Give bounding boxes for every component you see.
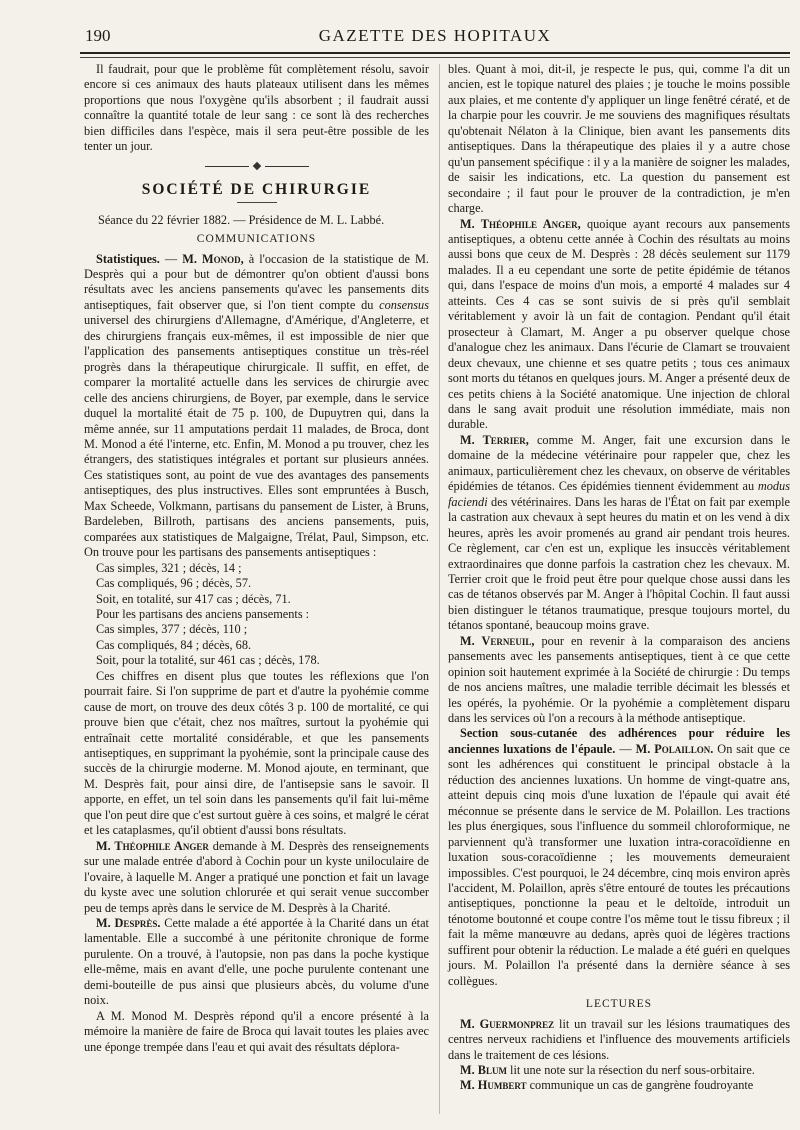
humbert-paragraph: M. Humbert communique un cas de gangrène foudroyante bbox=[460, 1078, 754, 1093]
page-number: 190 bbox=[85, 26, 111, 45]
intro-paragraph: Il faudrait, pour que le problème fût complètement résolu, savoir encore si ces animaux des hauts plateaux utilisent dans les mêmes proportions que nous l'oxygène qu'ils absorbent ; il faudrait aussi connaître la quantité totale de leur sang : ce sont là des recherches bien difficiles dans l'espèce, mais il sera peut-être possible de les tenter un jour. bbox=[84, 62, 429, 154]
speaker-monod: M. Monod, bbox=[182, 251, 244, 266]
statistics-paragraph: Statistiques. — M. Monod, à l'occasion de la statistique de M. Desprès qui a pour but de démontrer qu'on obtient d'aussi bons résultats avec les anciens pansements qu'avec les pansements dits antiseptiques, fait observer que, si l'on tient compte du consensus universel des chirurgiens d'Allemagne, d'Amérique, d'Angleterre, et des chirurgiens français eux-mêmes, il est impossible de nier que l'application des pansements antiseptiques constitue un très-réel progrès dans la thérapeutique chirurgicale. Il suffit, en effet, de comparer la mortalité actuelle dans les services de chirurgie avec celle des anciens chirurgiens, de Boyer, par exemple, dans le service duquel la mortalité était de 75 p. 100, de Dupuytren qui, dans la même année, sur 11 amputations perdait 11 malades, de Broca, dont M. Monod a été l'interne, etc. Enfin, M. Monod a pu trouver, chez les étrangers, des statistiques intégrales et portant sur plusieurs années. Ces statistiques sont, au point de vue des avantages des pansements antiseptiques, des plus instructives. Elles sont empruntées à Busch, Max Scheede, Volkmann, partisans du pansement de Lister, à Bruns, Bardeleben, Billroth, partisans des anciens pansements, puis, comparées aux statistiques de Malgaigne, Trélat, Paul, Simpson, etc. On trouve pour les partisans des pansements antiseptiques : bbox=[84, 251, 430, 560]
speaker-humbert: M. Humbert bbox=[460, 1078, 527, 1093]
terrier-paragraph: M. Terrier, comme M. Anger, fait une excursion dans le domaine de la médecine vétérinaire pour rappeler que, chez les animaux, particulièrement chez les chevaux, on observe de véritables épidémies de tétanos. Ces épidémies tiennent évidemment au modus faciendi des vétérinaires. Dans les haras de l'État on fait par exemple la castration aux chevaux à sept heures du matin et on les vend à dix heures, après les avoir promenés au grand air pendant trois heures. Ce règlement, car c'en est un, explique les insuccès véritablement extraordinaires que donne parfois la castration chez les chevaux. M. Terrier croit que le froid peut être pour quelque chose aussi dans les cas de tétanos observés par M. Anger à l'hôpital Cochin. Il faut aussi bien distinguer le tétanos traumatique, presque toujours mortel, du tétanos spontané, beaucoup moins grave. bbox=[448, 432, 790, 633]
stat-line: Soit, pour la totalité, sur 461 cas ; décès, 178. bbox=[96, 653, 320, 668]
section-paragraph: Section sous-cutanée des adhérences pour réduire les anciennes luxations de l'épaule. — M. Polaillon. On sait que ce sont les adhérences qui constituent le principal obstacle à la réduction des anciennes luxations. Un homme de vingt-quatre ans, atteint depuis cinq mois d'une luxation de l'épaule qui avait été méconnue se présente dans le service de M. Polaillon. Les tractions les plus énergiques, sous l'influence du sommeil chloroformique, ne parviennent qu'à transformer une luxation intra-coracoïdienne en luxation sous-coracoïdienne ; les mouvements demeuraient impossibles. C'est pourquoi, le 24 décembre, cinq mois environ après l'accident, M. Polaillon, après s'être entouré de toutes les précautions antiseptiques, ponctionne la peau et le deltoïde, introduit un ténotome boutonné et coupe contre l'os même tout le tissu fibreux ; il fait la même manœuvre au dedans, après quoi de légères tractions suffirent pour obtenir la réduction. Le malade a été guéri en quelques jours. M. Polaillon l'a présenté dans la dernière séance à ses collègues. bbox=[448, 726, 790, 988]
page-header bbox=[80, 26, 790, 48]
session-line: Séance du 22 février 1882. — Présidence de M. L. Labbé. bbox=[98, 212, 385, 227]
speaker-anger: M. Théophile Anger, bbox=[460, 216, 581, 231]
left-column bbox=[84, 62, 429, 1055]
stat-line: Cas simples, 377 ; décès, 110 ; bbox=[96, 622, 248, 637]
anger-paragraph: M. Théophile Anger demande à M. Desprès des renseignements sur une malade entrée d'abord à Cochin pour un kyste uniloculaire de l'ovaire, à laquelle M. Anger a pratiqué une ponction et fait un lavage du kyste avec une solution chlorurée et qui serait venue succomber peu de temps après dans le service de M. Desprès à la Charité. bbox=[84, 838, 429, 915]
speaker-polaillon: M. Polaillon. bbox=[635, 741, 714, 756]
society-title: SOCIÉTÉ DE CHIRURGIE bbox=[141, 181, 372, 199]
speaker-guermonprez: M. Guermonprez bbox=[460, 1016, 555, 1031]
section-title: Section sous-cutanée des adhérences pour réduire les anciennes luxations de l'épaule. bbox=[448, 726, 790, 756]
statistics-title: Statistiques. bbox=[96, 251, 160, 266]
communications-heading: COMMUNICATIONS bbox=[196, 233, 317, 246]
column-divider bbox=[439, 64, 440, 1114]
stat-line: Soit, en totalité, sur 417 cas ; décès, 71. bbox=[96, 591, 291, 606]
right-column bbox=[448, 62, 790, 1094]
reply-paragraph: A M. Monod M. Desprès répond qu'il a encore présenté à la mémoire la manière de faire de Broca qui lavait toutes les plaies avec une éponge trempée dans l'eau et qui avait des résultats déplora- bbox=[84, 1008, 429, 1054]
running-title: GAZETTE DES HOPITAUX bbox=[318, 26, 552, 45]
header-rule bbox=[80, 52, 790, 54]
despres-paragraph: M. Desprès. Cette malade a été apportée à la Charité dans un état lamentable. Elle a succombé à une péritonite chronique de forme purulente. On a trouvé, à l'autopsie, non pas dans la poche kystique elle-même, mais en avant d'elle, une poche purulente contenant une demi-bouteille de pus ainsi que plusieurs abcès, du volume d'une noix. bbox=[84, 916, 429, 1008]
lectures-heading: LECTURES bbox=[585, 998, 653, 1011]
figures-paragraph: Ces chiffres en disent plus que toutes les réflexions que l'on pourrait faire. Si l'on supprime de part et d'autre la pyohémie comme cause de mort, on trouve des deux côtés 3 p. 100 de mortalité, ce qui prouve bien que c'était, chez nos maîtres, surtout la pyohémie qui entraînait cette mortalité considérable, et que les pansements antiseptiques, en supprimant la pyohémie, sont la principale cause des succès de la chirurgie moderne. M. Monod ajoute, en terminant, que M. Desprès fait, pour ainsi dire, de l'antisepsie sans le savoir. Il apporte, en effet, un tel soin dans les pansements qu'il fait lui-même que l'on peut dire que c'est surtout guère à ces soins, et malgré le cérat et les cataplasmes, qu'il obtient d'aussi bons résultats. bbox=[84, 668, 429, 838]
stat-line: Pour les partisans des anciens pansements : bbox=[96, 606, 310, 621]
stat-line: Cas compliqués, 96 ; décès, 57. bbox=[96, 576, 252, 591]
speaker-anger: M. Théophile Anger bbox=[96, 838, 209, 853]
speaker-despres: M. Desprès. bbox=[96, 916, 161, 931]
speaker-terrier: M. Terrier, bbox=[460, 432, 529, 447]
stat-line: Cas compliqués, 84 ; décès, 68. bbox=[96, 637, 252, 652]
header-rule-thin bbox=[80, 57, 790, 58]
continued-paragraph: bles. Quant à moi, dit-il, je respecte le pus, qui, comme l'a dit un ancien, est le topique naturel des plaies ; je touche le moins possible aux plaies, et me contente d'y appliquer un linge fenêtré cératé, et de la charpie pour les couvrir. Je me souviens des magnifiques résultats qu'obtenait Nélaton à la Clinique, bien avant les pansements dits antiseptiques. Dans la thérapeutique des plaies il y a autre chose qu'un pansement spécifique : il y a la manière de soigner les malades, de saisir les indications, etc. La question du pansement est secondaire ; il faut pour le prouver de la contradiction, je m'en charge. bbox=[448, 62, 790, 216]
section-ornament bbox=[84, 159, 429, 174]
verneuil-paragraph: M. Verneuil, pour en revenir à la comparaison des anciens pansements avec les pansements antiseptiques, tient à ce que cette opinion soit hautement exprimée à la Société de chirurgie : Du temps de nos anciens maîtres, une maladie terrible décimait les blessés et les opérés, la pyohémie. Or la pyohémie a complètement disparu dans les services où l'on a recours à la méthode antiseptique. bbox=[448, 633, 790, 726]
anger-tetanos-paragraph: M. Théophile Anger, quoique ayant recours aux pansements antiseptiques, a obtenu cette année à Cochin des résultats au moins aussi bons que ceux de M. Desprès : 28 décès seulement sur 1179 malades. Il a eu cependant une sorte de petite épidémie de tétanos qui, dans l'espace de moins d'un mois, a emporté 4 malades sur 4 atteints. Ces 4 cas se sont suivis de si près qu'il semblait véritablement y avoir là un fait de contagion. Pendant qu'il était prosecteur à Clamart, M. Anger a pu observer quelque chose d'analogue chez les animaux. Dans l'écurie de Clamart se trouvaient deux chevaux, une chienne et ses quatre petits ; tous ces animaux sont morts du tétanos en quelques jours. M. Anger a présenté deux de ces petits chiens à la Société anatomique. Une injection de chloral dans le sang avait produit une résolution immédiate, mais non durable. bbox=[448, 216, 790, 432]
guermonprez-paragraph: M. Guermonprez lit un travail sur les lésions traumatiques des centres nerveux rachidiens et l'influence des mouvements artificiels dans le traitement de ces lésions. bbox=[448, 1016, 790, 1062]
speaker-verneuil: M. Verneuil, bbox=[460, 633, 535, 648]
title-rule bbox=[237, 202, 277, 203]
blum-paragraph: M. Blum lit une note sur la résection du nerf sous-orbitaire. bbox=[460, 1063, 755, 1077]
stat-line: Cas simples, 321 ; décès, 14 ; bbox=[96, 560, 242, 575]
speaker-blum: M. Blum bbox=[460, 1063, 507, 1077]
